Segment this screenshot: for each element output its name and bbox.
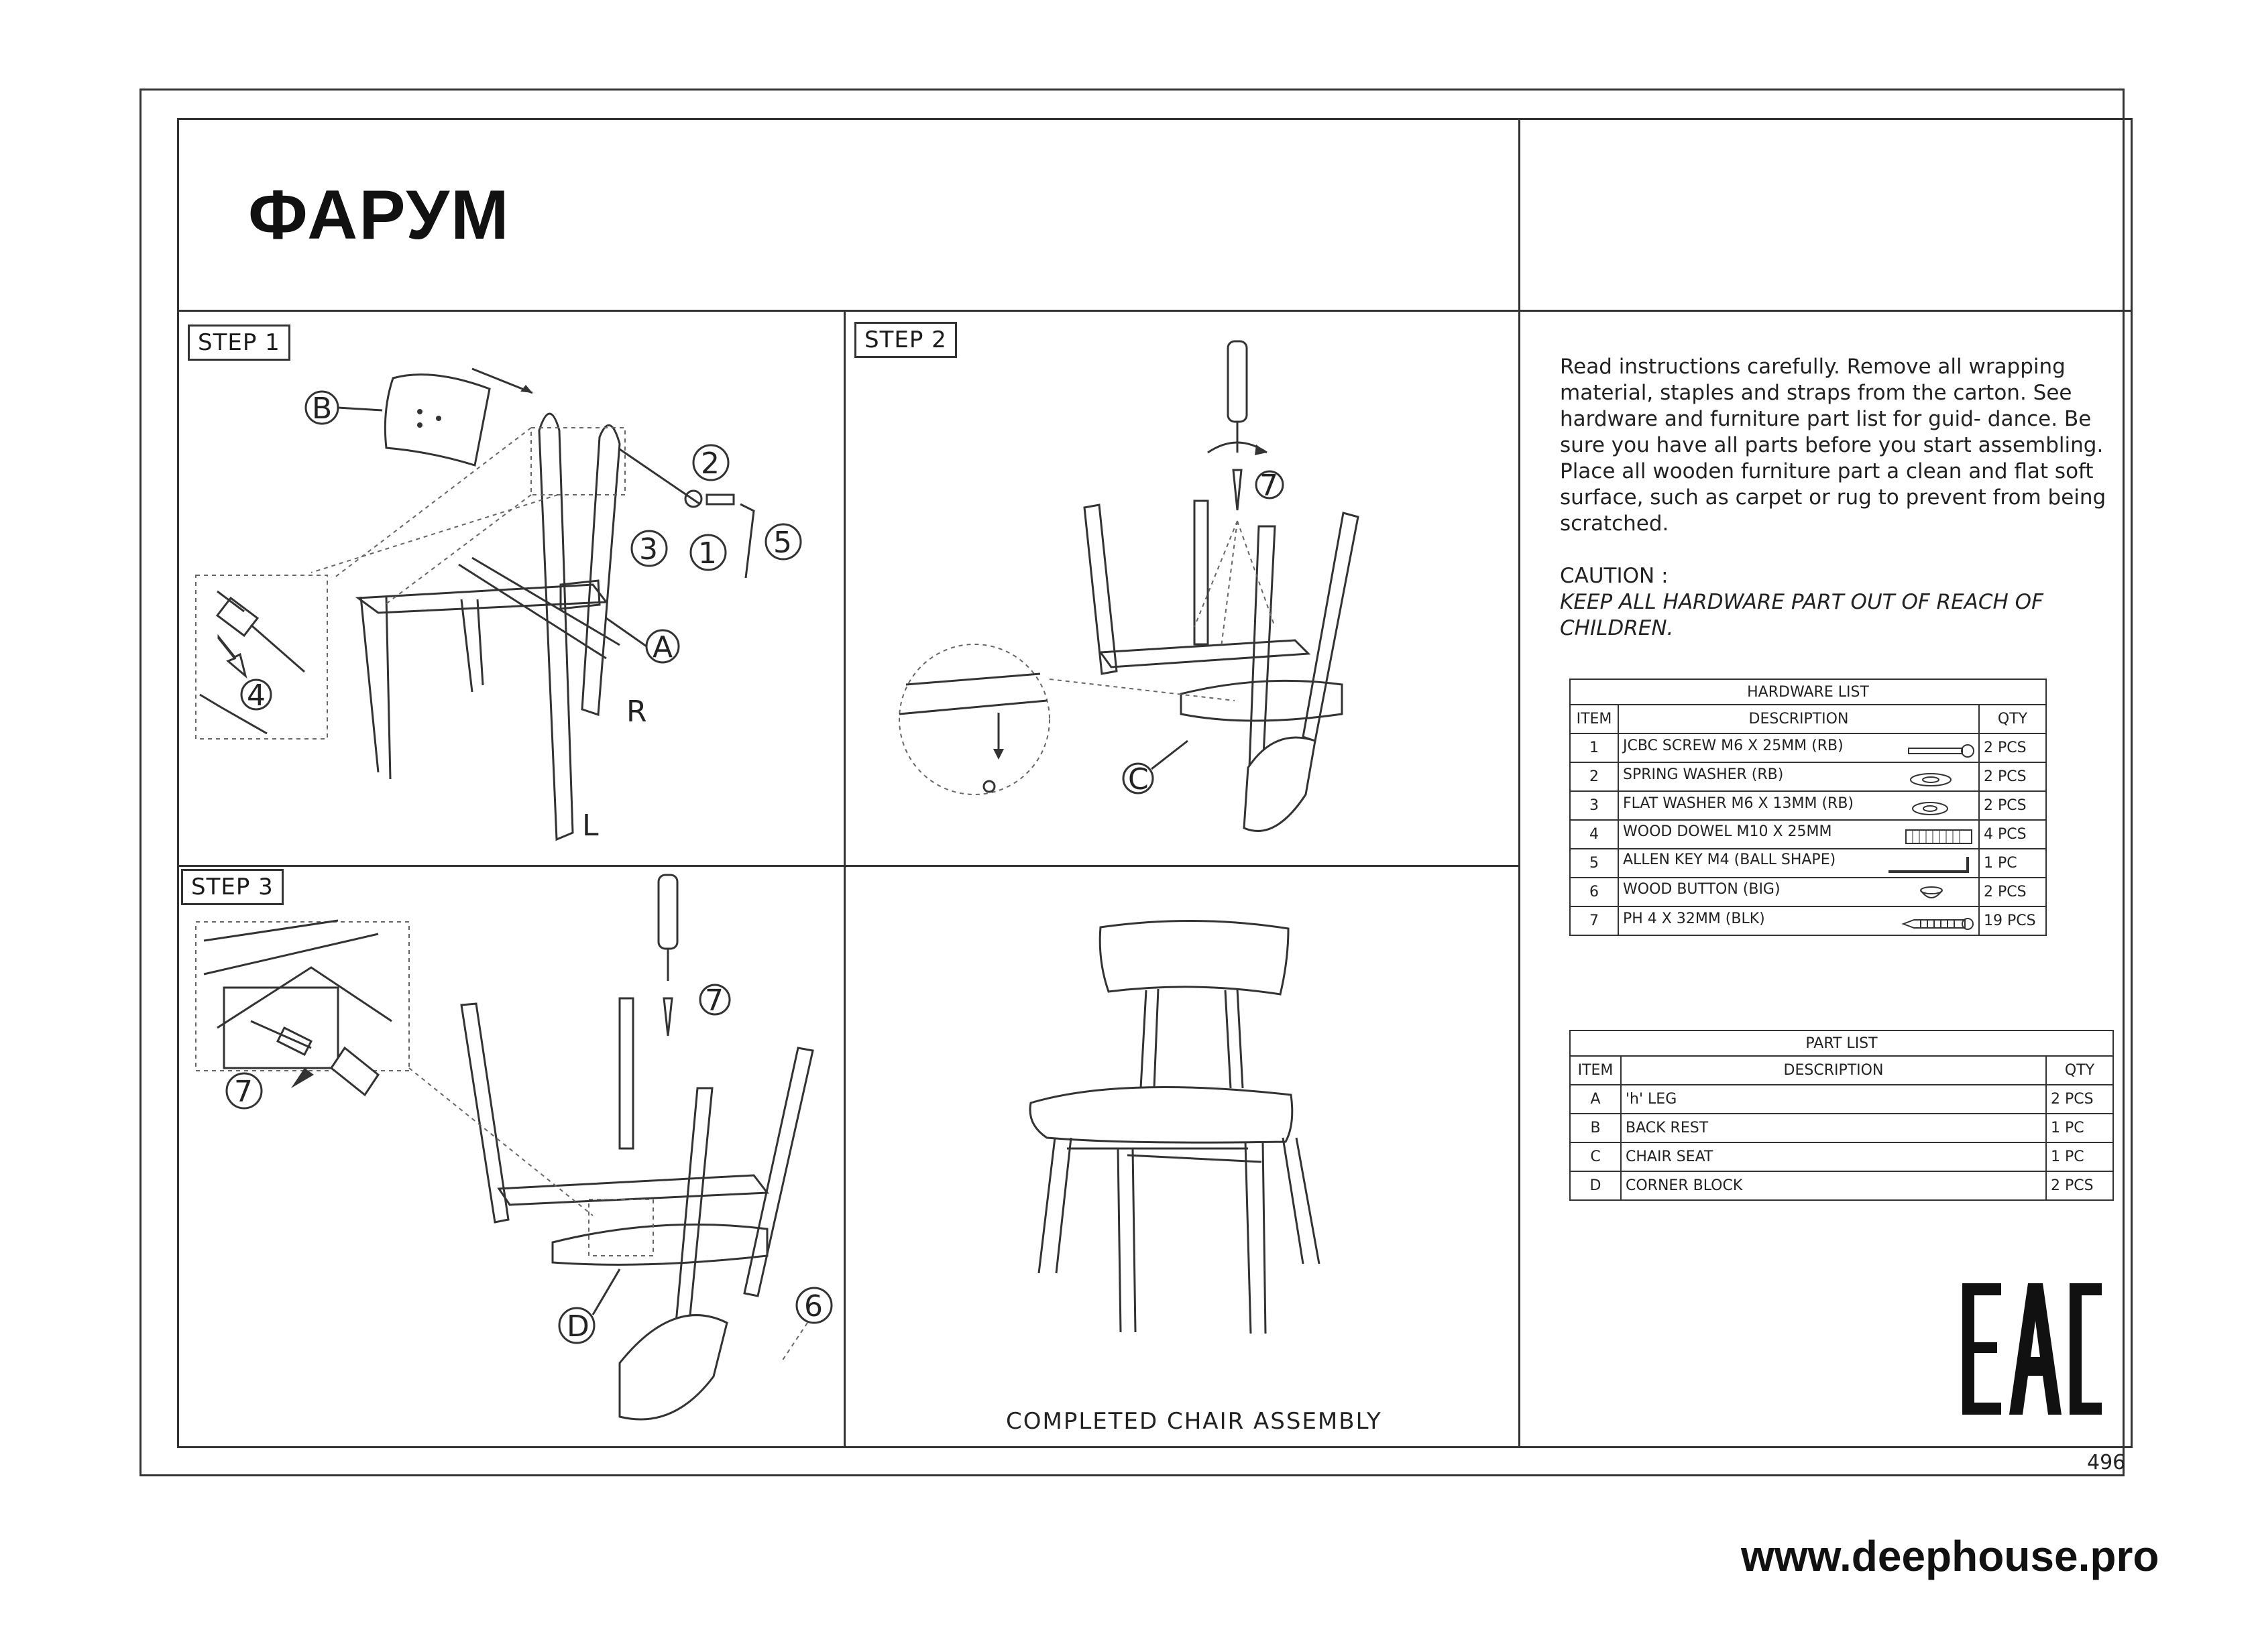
- bolt-icon: [1907, 743, 1974, 759]
- backrest-part-b: [385, 375, 490, 465]
- hardware-item: 5: [1570, 849, 1618, 878]
- table-row: [1570, 1114, 2113, 1142]
- hardware-list-title: HARDWARE LIST: [1570, 679, 2046, 705]
- svg-text:R: R: [626, 695, 647, 729]
- table-row: [1570, 1171, 2113, 1200]
- hardware-list-table: [1569, 678, 2047, 936]
- svg-text:A: A: [653, 630, 673, 664]
- chair-upside-step2: [1084, 501, 1358, 831]
- screwdriver-icon: [1208, 341, 1267, 455]
- spring-washer-icon: [1907, 772, 1954, 788]
- part-description: CHAIR SEAT: [1621, 1142, 2046, 1171]
- screw-icon: [1901, 916, 1974, 932]
- hardware-item: 2: [1570, 762, 1618, 791]
- part-qty: 2 PCS: [2046, 1171, 2113, 1200]
- step-3-label: STEP 3: [181, 869, 284, 905]
- dowel-icon: [1905, 827, 1974, 846]
- hardware-description: WOOD DOWEL M10 X 25MM: [1618, 820, 1979, 849]
- flat-washer-icon: [1910, 801, 1950, 817]
- wood-button-icon: [1918, 885, 1945, 904]
- hardware-qty: 4 PCS: [1979, 820, 2046, 849]
- svg-text:1: 1: [698, 536, 717, 571]
- part-description: 'h' LEG: [1621, 1085, 2046, 1114]
- hardware-item: 7: [1570, 906, 1618, 935]
- svg-text:7: 7: [234, 1075, 253, 1109]
- eac-certification-mark: [1958, 1278, 2106, 1419]
- hardware-description: SPRING WASHER (RB): [1618, 762, 1979, 791]
- table-row: [1570, 849, 2046, 878]
- hardware-qty: 19 PCS: [1979, 906, 2046, 935]
- hardware-header-description: DESCRIPTION: [1618, 705, 1979, 733]
- hardware-qty: 2 PCS: [1979, 762, 2046, 791]
- hardware-qty: 1 PC: [1979, 849, 2046, 878]
- chair-upside-step3: [409, 998, 832, 1419]
- svg-text:4: 4: [247, 678, 266, 713]
- label-b: [306, 392, 338, 426]
- hardware-description: FLAT WASHER M6 X 13MM (RB): [1618, 791, 1979, 820]
- part-qty: 1 PC: [2046, 1114, 2113, 1142]
- part-header-description: DESCRIPTION: [1621, 1056, 2046, 1085]
- part-description: CORNER BLOCK: [1621, 1171, 2046, 1200]
- svg-text:7: 7: [1259, 469, 1278, 503]
- hardware-qty: 2 PCS: [1979, 878, 2046, 906]
- hardware-qty: 2 PCS: [1979, 733, 2046, 762]
- hardware-item: 1: [1570, 733, 1618, 762]
- hardware-header-qty: QTY: [1979, 705, 2046, 733]
- hardware-description: ALLEN KEY M4 (BALL SHAPE): [1618, 849, 1979, 878]
- step-1-label: STEP 1: [188, 324, 290, 361]
- page-number: 496: [2087, 1451, 2126, 1474]
- part-item: D: [1570, 1171, 1621, 1200]
- hardware-description: JCBC SCREW M6 X 25MM (RB): [1618, 733, 1979, 762]
- step-2-illustration: [846, 312, 1518, 865]
- part-description: BACK REST: [1621, 1114, 2046, 1142]
- svg-text:C: C: [1128, 762, 1149, 796]
- part-item: B: [1570, 1114, 1621, 1142]
- step-1-illustration: [177, 310, 844, 865]
- caution-heading: CAUTION :: [1560, 564, 1669, 588]
- table-row: [1570, 791, 2046, 820]
- svg-text:D: D: [567, 1309, 589, 1344]
- chair-frame-step1: [311, 414, 625, 839]
- part-header-item: ITEM: [1570, 1056, 1621, 1085]
- divider-right-column: [1518, 118, 1520, 1448]
- hardware-description: PH 4 X 32MM (BLK): [1618, 906, 1979, 935]
- table-row: [1570, 820, 2046, 849]
- svg-text:3: 3: [639, 532, 658, 567]
- completed-chair-illustration: [846, 867, 1518, 1403]
- part-list-title: PART LIST: [1570, 1030, 2113, 1056]
- allen-key-icon: [1887, 854, 1974, 876]
- hardware-description: WOOD BUTTON (BIG): [1618, 878, 1979, 906]
- caution-block: [1560, 563, 2110, 642]
- step-2-label: STEP 2: [854, 322, 957, 358]
- step-3-illustration: [177, 867, 844, 1446]
- hardware-qty: 2 PCS: [1979, 791, 2046, 820]
- screwdriver-icon-step3: [659, 875, 730, 1036]
- completed-chair: [1030, 921, 1319, 1334]
- svg-text:6: 6: [804, 1289, 823, 1323]
- svg-text:L: L: [582, 809, 599, 843]
- product-title: ФАРУМ: [248, 176, 510, 254]
- part-list-table: [1569, 1030, 2114, 1201]
- table-row: [1570, 733, 2046, 762]
- table-row: [1570, 1142, 2113, 1171]
- part-item: C: [1570, 1142, 1621, 1171]
- dowel-inset: [196, 575, 327, 739]
- part-header-qty: QTY: [2046, 1056, 2113, 1085]
- corner-block-inset: [196, 921, 409, 1109]
- table-row: [1570, 1085, 2113, 1114]
- label-7-step2: [1233, 469, 1283, 510]
- hardware-header-item: ITEM: [1570, 705, 1618, 733]
- table-row: [1570, 762, 2046, 791]
- hardware-item: 3: [1570, 791, 1618, 820]
- caution-text: KEEP ALL HARDWARE PART OUT OF REACH OF CHILDREN.: [1560, 590, 2043, 640]
- table-row: [1570, 878, 2046, 906]
- svg-text:2: 2: [701, 447, 720, 481]
- hardware-item: 6: [1570, 878, 1618, 906]
- completed-assembly-caption: COMPLETED CHAIR ASSEMBLY: [1006, 1408, 1382, 1435]
- assembly-instructions: Read instructions carefully. Remove all wrapping material, staples and straps from the carton. See hardware and furniture part list for guid- dance. Be sure you have all parts before you start assembling. Place all wooden furniture part a clean and flat soft surface, such as carpet or rug to prevent from being scratched.: [1560, 355, 2106, 536]
- part-qty: 1 PC: [2046, 1142, 2113, 1171]
- seat-detail-inset: [899, 644, 1235, 796]
- part-item: A: [1570, 1085, 1621, 1114]
- svg-text:5: 5: [773, 526, 792, 560]
- part-qty: 2 PCS: [2046, 1085, 2113, 1114]
- hardware-item: 4: [1570, 820, 1618, 849]
- website-url: www.deephouse.pro: [1741, 1532, 2159, 1580]
- table-row: [1570, 906, 2046, 935]
- svg-text:7: 7: [705, 984, 724, 1018]
- svg-text:B: B: [312, 392, 333, 426]
